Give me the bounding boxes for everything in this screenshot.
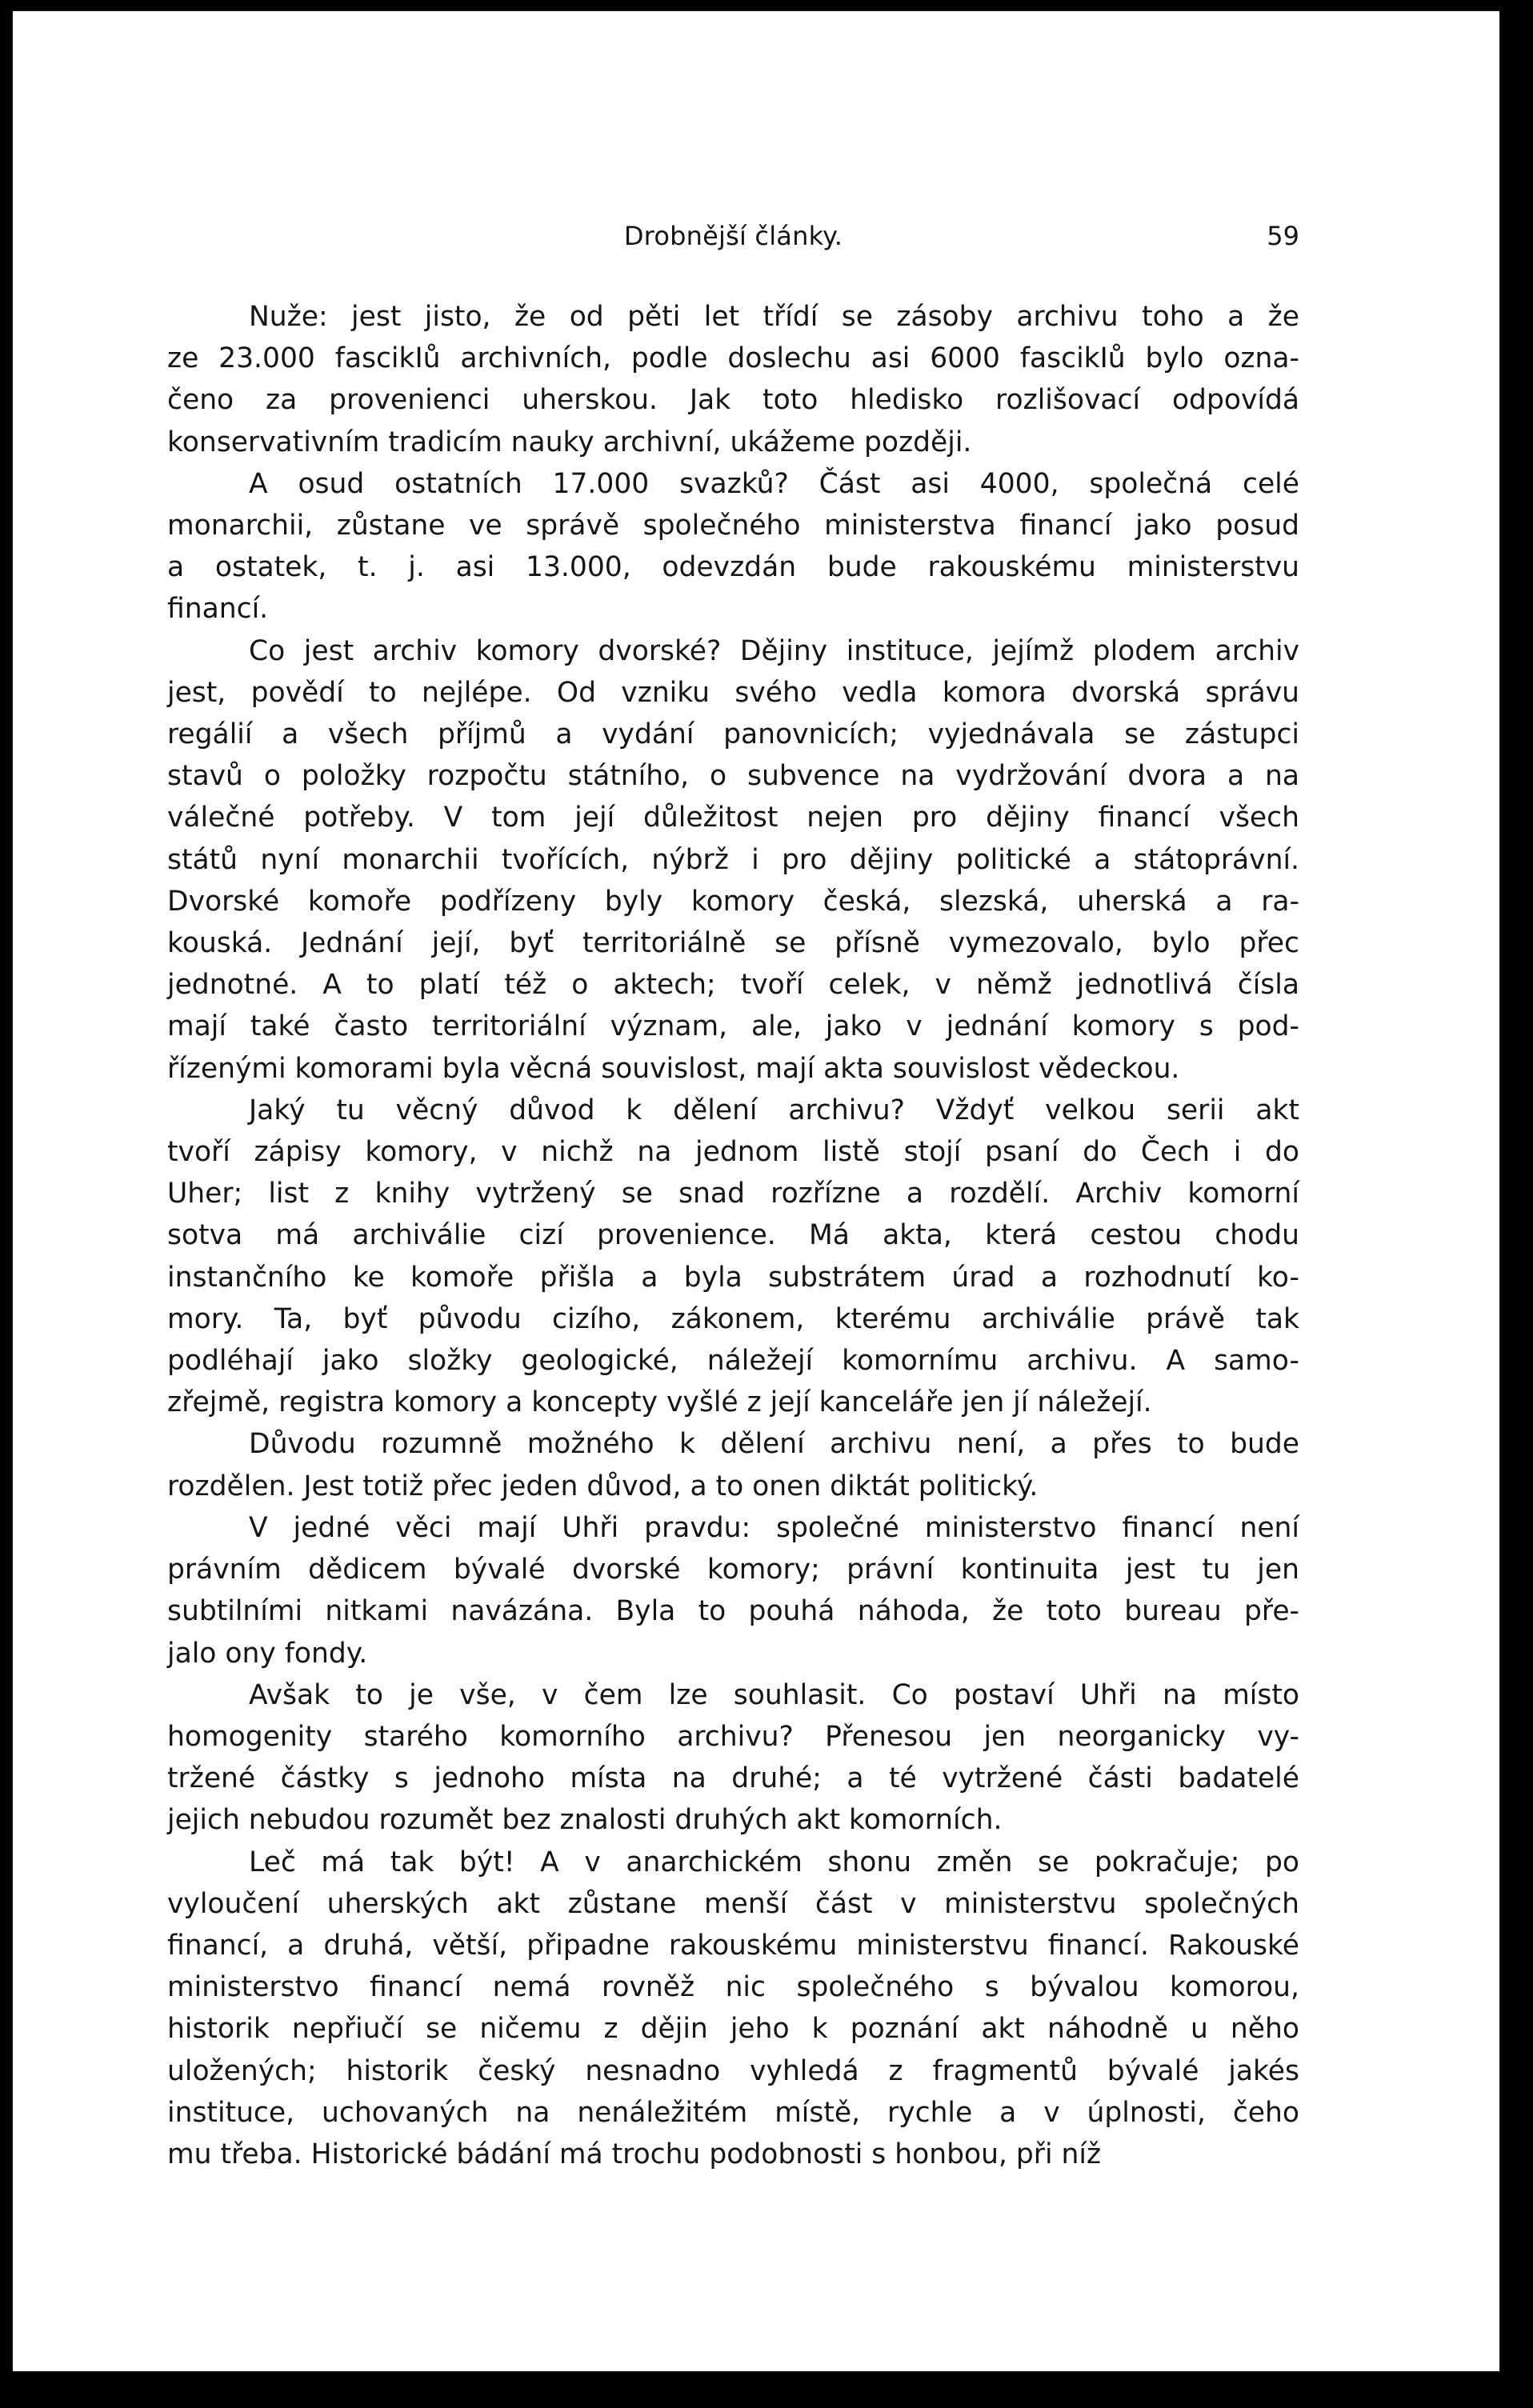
text-line: Jaký tu věcný důvod k dělení archivu? Vždyť velkou serii akt bbox=[249, 1094, 1299, 1126]
text-line: ministerstvo financí nemá rovněž nic společného s bývalou komorou, bbox=[167, 1971, 1299, 2004]
text-line: kouská. Jednání její, byť territoriálně se přísně vymezovalo, bylo přec bbox=[167, 927, 1299, 960]
paragraph bbox=[167, 1674, 1299, 1842]
text-line: řízenými komorami byla věcná souvislost, mají akta souvislost vědeckou. bbox=[167, 1052, 1180, 1085]
text-line: Dvorské komoře podřízeny byly komory česká, slezská, uherská a ra- bbox=[167, 885, 1299, 918]
text-line: mu třeba. Historické bádání má trochu podobnosti s honbou, při níž bbox=[167, 2138, 1102, 2170]
text-line: stavů o položky rozpočtu státního, o subvence na vydržování dvora a na bbox=[167, 760, 1299, 793]
text-line: ze 23.000 fascikIů archivních, podle doslechu asi 6000 fascikIů bylo ozna- bbox=[167, 342, 1299, 375]
scanned-page bbox=[13, 11, 1499, 2371]
text-line: států nyní monarchii tvořících, nýbrž i pro dějiny politické a státoprávní. bbox=[167, 843, 1299, 876]
text-line: zřejmě, registra komory a koncepty vyšlé z její kanceláře jen jí náležejí. bbox=[167, 1386, 1152, 1419]
running-head-title: Drobnější články. bbox=[623, 221, 843, 251]
text-line: A osud ostatních 17.000 svazků? Část asi 4000, společná celé bbox=[249, 467, 1299, 500]
text-line: instančního ke komoře přišla a byla substrátem úrad a rozhodnutí ko- bbox=[167, 1261, 1299, 1294]
text-line: Co jest archiv komory dvorské? Dějiny instituce, jejímž plodem archiv bbox=[249, 634, 1299, 667]
paragraph bbox=[167, 463, 1299, 630]
paragraph bbox=[167, 1090, 1299, 1424]
text-line: čeno za provenienci uherskou. Jak toto hledisko rozlišovací odpovídá bbox=[167, 384, 1299, 417]
text-line: Nuže: jest jisto, že od pěti let třídí se zásoby archivu toho a že bbox=[249, 301, 1299, 333]
text-line: tržené částky s jednoho místa na druhé; a té vytržené části badatelé bbox=[167, 1762, 1299, 1795]
text-line: podléhají jako složky geologické, náležejí komornímu archivu. A samo- bbox=[167, 1345, 1299, 1378]
text-line: mory. Ta, byť původu cizího, zákonem, kterému archiválie právě tak bbox=[167, 1302, 1299, 1335]
text-line: jalo ony fondy. bbox=[167, 1637, 368, 1670]
text-line: jednotné. A to platí též o aktech; tvoří celek, v němž jednotlivá čísla bbox=[167, 969, 1299, 1002]
text-line: válečné potřeby. V tom její důležitost nejen pro dějiny financí všech bbox=[167, 802, 1299, 834]
page-number: 59 bbox=[1267, 221, 1299, 251]
text-line: Uher; list z knihy vytržený se snad rozřízne a rozdělí. Archiv komorní bbox=[167, 1178, 1299, 1210]
paragraph bbox=[167, 296, 1299, 463]
page-content bbox=[167, 221, 1299, 2175]
text-line: financí, a druhá, větší, připadne rakouskému ministerstvu financí. Rakouské bbox=[167, 1929, 1299, 1962]
text-line: Důvodu rozumně možného k dělení archivu není, a přes to bude bbox=[249, 1428, 1299, 1461]
running-head bbox=[167, 221, 1299, 264]
paragraph bbox=[167, 630, 1299, 1090]
text-line: sotva má archiválie cizí provenience. Má akta, která cestou chodu bbox=[167, 1219, 1299, 1252]
text-line: rozdělen. Jest totiž přec jeden důvod, a to onen diktát politický. bbox=[167, 1470, 1039, 1502]
text-line: vyloučení uherských akt zůstane menší část v ministerstvu společných bbox=[167, 1887, 1299, 1920]
text-line: právním dědicem bývalé dvorské komory; právní kontinuita jest tu jen bbox=[167, 1554, 1299, 1586]
text-line: homogenity starého komorního archivu? Přenesou jen neorganicky vy- bbox=[167, 1720, 1299, 1753]
text-line: konservativním tradicím nauky archivní, ukážeme později. bbox=[167, 426, 972, 458]
text-line: Avšak to je vše, v čem lze souhlasit. Co postaví Uhři na místo bbox=[249, 1678, 1299, 1711]
text-line: subtilními nitkami navázána. Byla to pouhá náhoda, že toto bureau pře- bbox=[167, 1595, 1299, 1628]
paragraph bbox=[167, 1423, 1299, 1506]
text-line: V jedné věci mají Uhři pravdu: společné ministerstvo financí není bbox=[249, 1511, 1299, 1544]
paragraph bbox=[167, 1842, 1299, 2176]
text-line: a ostatek, t. j. asi 13.000, odevzdán bude rakouskému ministerstvu bbox=[167, 551, 1299, 584]
text-line: instituce, uchovaných na nenáležitém místě, rychle a v úplnosti, čeho bbox=[167, 2096, 1299, 2129]
text-line: Leč má tak být! A v anarchickém shonu změn se pokračuje; po bbox=[249, 1846, 1299, 1878]
text-line: financí. bbox=[167, 593, 269, 626]
text-line: uložených; historik český nesnadno vyhledá z fragmentů bývalé jakés bbox=[167, 2054, 1299, 2087]
text-line: historik nepřiučí se ničemu z dějin jeho k poznání akt náhodně u něho bbox=[167, 2013, 1299, 2046]
text-line: tvoří zápisy komory, v nichž na jednom listě stojí psaní do Čech i do bbox=[167, 1136, 1299, 1169]
text-line: jejich nebudou rozumět bez znalosti druhých akt komorních. bbox=[167, 1804, 1003, 1837]
paragraph bbox=[167, 1507, 1299, 1674]
text-line: monarchii, zůstane ve správě společného ministerstva financí jako posud bbox=[167, 510, 1299, 542]
text-line: regálií a všech příjmů a vydání panovnicích; vyjednávala se zástupci bbox=[167, 718, 1299, 751]
text-line: jest, povědí to nejlépe. Od vzniku svého vedla komora dvorská správu bbox=[167, 676, 1299, 709]
body-text bbox=[167, 296, 1299, 2175]
text-line: mají také často territoriální význam, ale, jako v jednání komory s pod- bbox=[167, 1010, 1299, 1043]
